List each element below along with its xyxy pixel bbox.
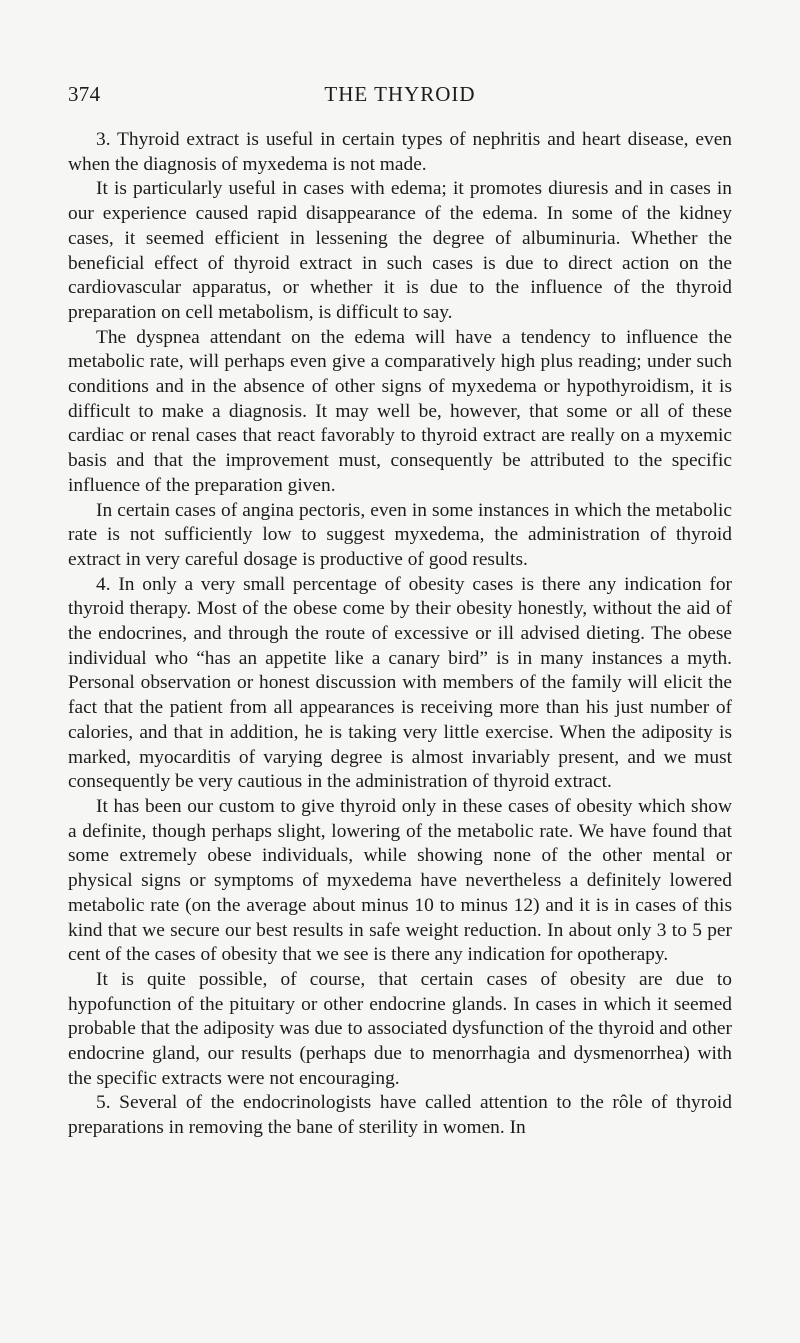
paragraph: It is particularly useful in cases with edema; it promotes diuresis and in cases in our experience caused rapid disappearance of the edema. In some of the kidney cases, it seemed efficient in lessening the degree of albuminuria. Whether the beneficial effect of thyroid extract in such cases is due to direct action on the cardiovascular apparatus, or whether it is due to the influence of the thyroid preparation on cell metabolism, is difficult to say. bbox=[68, 178, 732, 323]
paragraph: 3. Thyroid extract is useful in certain types of nephritis and heart disease, even when the diagnosis of myxedema is not made. bbox=[68, 129, 732, 175]
paragraph: In certain cases of angina pectoris, even in some instances in which the metabolic rate is not sufficiently low to suggest myxedema, the administration of thyroid extract in very careful dosage is productive of good results. bbox=[68, 499, 732, 570]
paragraph: The dyspnea attendant on the edema will have a tendency to influence the metabolic rate, will perhaps even give a comparatively high plus reading; under such conditions and in the absence of other signs of myxedema or hypothyroidism, it is difficult to make a diagnosis. It may well be, however, that some or all of these cardiac or renal cases that react favorably to thyroid extract are really on a myxemic basis and that the improvement must, consequently be attributed to the specific influence of the preparation given. bbox=[68, 326, 732, 496]
paragraph: It has been our custom to give thyroid only in these cases of obesity which show a definite, though perhaps slight, lowering of the metabolic rate. We have found that some extremely obese individuals, while showing none of the other mental or physical signs or symptoms of myxedema have nevertheless a definitely lowered metabolic rate (on the average about minus 10 to minus 12) and it is in cases of this kind that we secure our best results in safe weight reduction. In about only 3 to 5 per cent of the cases of obesity that we see is there any indication for opotherapy. bbox=[68, 795, 732, 966]
running-title: THE THYROID bbox=[324, 82, 476, 106]
body-text bbox=[68, 128, 732, 1141]
paragraph: 4. In only a very small percentage of obesity cases is there any indication for thyroid therapy. Most of the obese come by their obesity honestly, without the aid of the endocrines, and through the route of excessive or ill advised dieting. The obese individual who “has an appetite like a canary bird” is in many instances a myth. Personal observation or honest discussion with members of the family will elicit the fact that the patient from all appearances is receiving more than his just number of calories, and that in addition, he is taking very little exercise. When the adiposity is marked, myocarditis of varying degree is almost invariably present, and we must consequently be very cautious in the administration of thyroid extract. bbox=[68, 573, 732, 793]
paragraph: It is quite possible, of course, that certain cases of obesity are due to hypofunction of the pituitary or other endocrine glands. In cases in which it seemed probable that the adiposity was due to associated dysfunction of the thyroid and other endocrine gland, our results (perhaps due to menorrhagia and dysmenorrhea) with the specific extracts were not encouraging. bbox=[68, 968, 732, 1089]
page-number: 374 bbox=[68, 82, 101, 106]
running-head bbox=[68, 82, 732, 112]
paragraph: 5. Several of the endocrinologists have called attention to the rôle of thyroid preparations in removing the bane of sterility in women. In bbox=[68, 1092, 732, 1139]
